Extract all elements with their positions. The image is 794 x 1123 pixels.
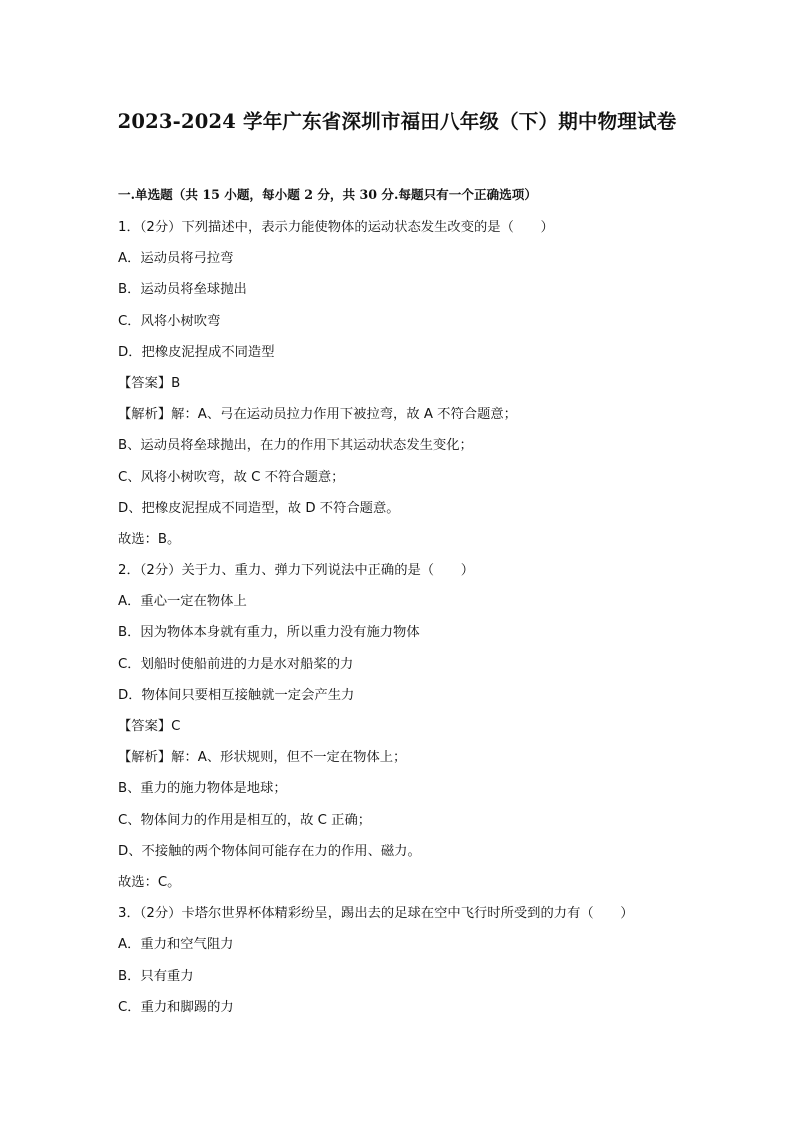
analysis-line: B、运动员将垒球抛出，在力的作用下其运动状态发生变化； [118, 438, 473, 454]
document-title: 2023-2024 学年广东省深圳市福田八年级（下）期中物理试卷 [117, 110, 677, 133]
option-a: A．运动员将弓拉弯 [118, 251, 234, 267]
question-stem: 1．（2分）下列描述中，表示力能使物体的运动状态发生改变的是（ ） [118, 220, 554, 235]
analysis-line: 【解析】解：A、形状规则，但不一定在物体上； [118, 750, 407, 766]
option-d: D．把橡皮泥捏成不同造型 [118, 344, 275, 360]
answer-line: 【答案】C [118, 719, 181, 734]
question-2 [118, 555, 684, 898]
option-a: A．重心一定在物体上 [118, 594, 247, 610]
option-b: B．因为物体本身就有重力，所以重力没有施力物体 [118, 625, 420, 641]
question-stem: 2．（2分）关于力、重力、弹力下列说法中正确的是（ ） [118, 563, 474, 579]
section-heading: 一.单选题（共 15 小题，每小题 2 分，共 30 分.每题只有一个正确选项） [118, 187, 537, 202]
analysis-line: C、物体间力的作用是相互的，故 C 正确； [118, 812, 372, 828]
final-choice-line: 故选：B。 [118, 531, 181, 547]
document-body [118, 183, 684, 1023]
option-c: C．重力和脚踢的力 [118, 999, 234, 1015]
option-c: C．划船时使船前进的力是水对船桨的力 [118, 656, 354, 672]
option-b: B．只有重力 [118, 968, 194, 984]
question-3 [118, 898, 684, 1023]
analysis-line: C、风将小树吹弯，故 C 不符合题意； [118, 469, 345, 485]
option-d: D．物体间只要相互接触就一定会产生力 [118, 687, 355, 703]
option-a: A．重力和空气阻力 [118, 937, 234, 953]
question-1 [118, 212, 684, 555]
option-c: C．风将小树吹弯 [118, 313, 221, 329]
final-choice-line: 故选：C。 [118, 874, 181, 890]
question-stem: 3．（2分）卡塔尔世界杯体精彩纷呈，踢出去的足球在空中飞行时所受到的力有（ ） [118, 906, 634, 922]
analysis-line: B、重力的施力物体是地球； [118, 781, 287, 797]
analysis-line: D、不接触的两个物体间可能存在力的作用、磁力。 [118, 843, 421, 859]
analysis-line: D、把橡皮泥捏成不同造型，故 D 不符合题意。 [118, 500, 400, 516]
answer-line: 【答案】B [118, 375, 181, 391]
analysis-line: 【解析】解：A、弓在运动员拉力作用下被拉弯，故 A 不符合题意； [118, 407, 517, 423]
option-b: B．运动员将垒球抛出 [118, 282, 247, 298]
